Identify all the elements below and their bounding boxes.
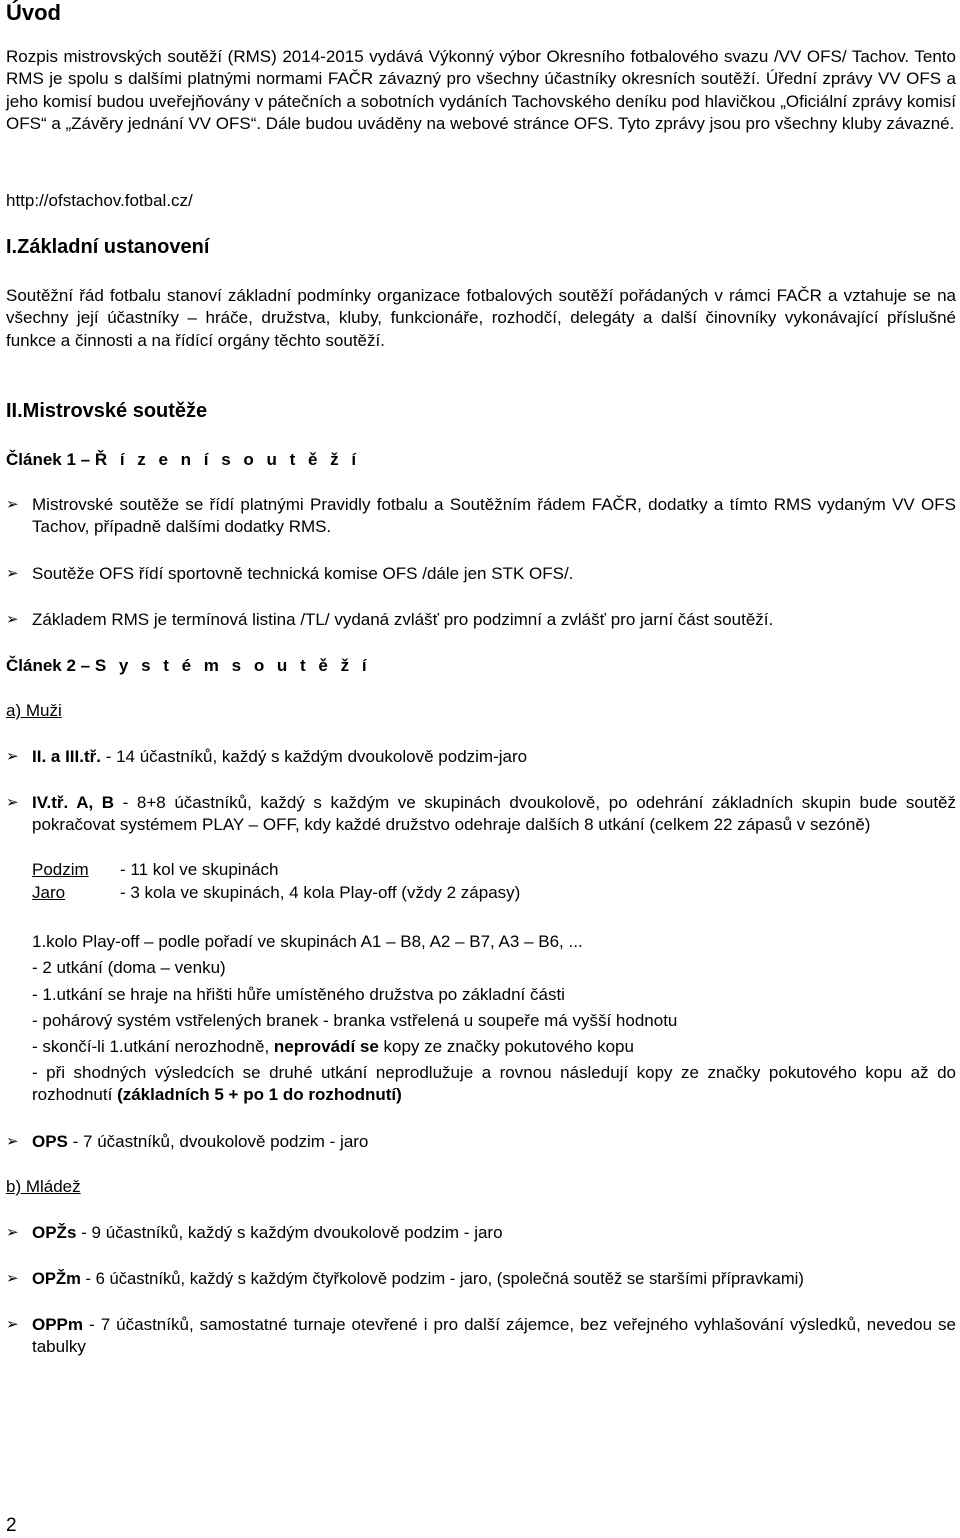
bullet-item-ops: ➢ OPS - 7 účastníků, dvoukolově podzim - jaro — [6, 1132, 369, 1151]
bullet-arrow-icon: ➢ — [6, 565, 19, 582]
bullet-item-muzi-2-3: ➢ II. a III.tř. - 14 účastníků, každý s každým dvoukolově podzim-jaro — [6, 747, 528, 766]
playoff-line: 1.kolo Play-off – podle pořadí ve skupinách A1 – B8, A2 – B7, A3 – B6, ... — [32, 932, 583, 951]
playoff-line: - 2 utkání (doma – venku) — [32, 958, 226, 977]
bullet-item — [6, 563, 956, 585]
bullet-item-opzm: ➢ OPŽm - 6 účastníků, každý s každým čtyřkolově podzim - jaro, (společná soutěž se staršími přípravkami) — [6, 1269, 804, 1288]
ofs-url-link[interactable]: http://ofstachov.fotbal.cz/ — [6, 191, 193, 210]
bullet-item — [6, 609, 956, 631]
bullet-arrow-icon: ➢ — [6, 748, 19, 765]
bullet-arrow-icon: ➢ — [6, 611, 19, 628]
bullet-arrow-icon: ➢ — [6, 1316, 19, 1333]
bullet-text: Soutěže OFS řídí sportovně technická komise OFS /dále jen STK OFS/. — [32, 564, 574, 583]
bullet-arrow-icon: ➢ — [6, 1224, 19, 1241]
section-1-text: Soutěžní řád fotbalu stanoví základní podmínky organizace fotbalových soutěží pořádaných v rámci FAČR a vztahuje se na všechny její účastníky – hráče, družstva, kluby, funkcionáře, rozhodčí, delegáty a další činovníky vykonávající příslušné funkce a činnosti a na řídící orgány těchto soutěží. — [6, 286, 956, 350]
muzi-label: a) Muži — [6, 701, 62, 720]
intro-paragraph: Rozpis mistrovských soutěží (RMS) 2014-2015 vydává Výkonný výbor Okresního fotbalového svazu /VV OFS/ Tachov. Tento RMS je spolu s dalšími platnými normami FAČR závazný pro všechny účastníky okresních soutěží. Úřední zprávy VV OFS a jeho komisí budou uveřejňovány v pátečních a sobotních vydáních Tachovského deníku pod hlavičkou „Oficiální zprávy komisí OFS“ a „Závěry jednání VV OFS“. Dále budou uváděny na webové stránce OFS. Tyto zprávy jsou pro všechny kluby závazné. — [6, 47, 956, 133]
clanek-2-heading: Článek 2 – S y s t é m s o u t ě ž í — [6, 656, 371, 675]
bullet-arrow-icon: ➢ — [6, 1270, 19, 1287]
playoff-line: - při shodných výsledcích se druhé utkání neprodlužuje a rovnou následují kopy ze značky pokutového kopu až do rozhodnutí (základních 5 + po 1 do rozhodnutí) — [32, 1063, 956, 1105]
clanek-1-heading: Článek 1 – Ř í z e n í s o u t ě ž í — [6, 450, 361, 469]
bullet-arrow-icon: ➢ — [6, 794, 19, 811]
section-2-title: II.Mistrovské soutěže — [6, 400, 208, 422]
jaro-row: Jaro - 3 kola ve skupinách, 4 kola Play-off (vždy 2 zápasy) — [32, 883, 521, 902]
bullet-arrow-icon: ➢ — [6, 496, 19, 513]
podzim-row: Podzim - 11 kol ve skupinách — [32, 860, 279, 879]
section-1-title: I.Základní ustanovení — [6, 236, 210, 258]
bullet-text: Základem RMS je termínová listina /TL/ vydaná zvlášť pro podzimní a zvlášť pro jarní část soutěží. — [32, 610, 774, 629]
page-number: 2 — [6, 1515, 17, 1536]
heading-uvod: Úvod — [6, 0, 61, 25]
bullet-item-oppm: ➢ OPPm - 7 účastníků, samostatné turnaje otevřené i pro další zájemce, bez veřejného vyhlašování výsledků, nevedou se tabulky — [6, 1315, 956, 1357]
bullet-arrow-icon: ➢ — [6, 1133, 19, 1150]
bullet-item — [6, 494, 956, 539]
playoff-line: - 1.utkání se hraje na hřišti hůře umístěného družstva po základní části — [32, 985, 565, 1004]
playoff-line: - pohárový systém vstřelených branek - branka vstřelená u soupeře má vyšší hodnotu — [32, 1011, 678, 1030]
bullet-item-opzs: ➢ OPŽs - 9 účastníků, každý s každým dvoukolově podzim - jaro — [6, 1223, 503, 1242]
bullet-item-muzi-4: ➢ IV.tř. A, B - 8+8 účastníků, každý s každým ve skupinách dvoukolově, po odehrání základních skupin bude soutěž pokračovat systémem PLAY – OFF, kdy každé družstvo odehraje dalších 8 utkání (celkem 22 zápasů v sezóně) — [6, 793, 957, 835]
bullet-text: Mistrovské soutěže se řídí platnými Pravidly fotbalu a Soutěžním řádem FAČR, dodatky a tímto RMS vydaným VV OFS Tachov, případně dalšími dodatky RMS. — [32, 495, 956, 537]
playoff-line: - skončí-li 1.utkání nerozhodně, neprovádí se kopy ze značky pokutového kopu — [32, 1037, 634, 1056]
mladez-label: b) Mládež — [6, 1177, 81, 1196]
